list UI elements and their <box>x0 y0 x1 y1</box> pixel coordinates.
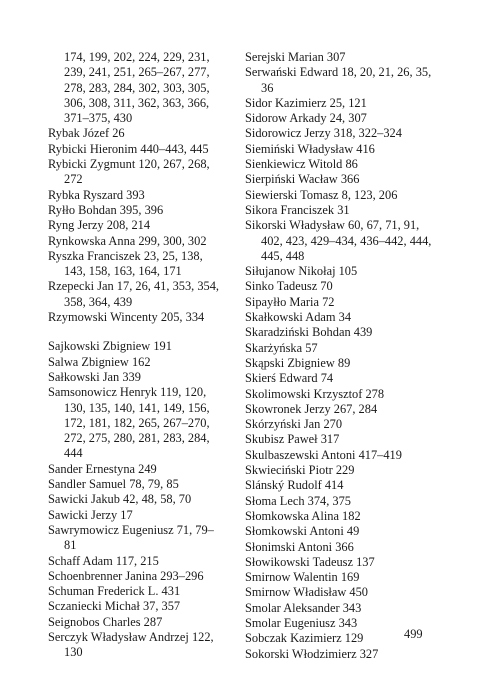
index-entry: Sawicki Jerzy 17 <box>48 507 133 522</box>
index-column-right <box>245 50 435 662</box>
index-entry: Słomkowski Antoni 49 <box>245 524 360 539</box>
index-entry: Sawrymowicz Eugeniusz 71, 79–81 <box>48 522 214 553</box>
index-entry: Smolar Aleksander 343 <box>245 600 362 615</box>
index-entry: Skąpski Zbigniew 89 <box>245 355 351 370</box>
index-entry: Sienkiewicz Witold 86 <box>245 157 358 172</box>
index-entry: Serczyk Władysław Andrzej 122, 130 <box>48 629 214 660</box>
index-entry: Smirnow Władisław 450 <box>245 585 368 600</box>
index-entry: Słoma Lech 374, 375 <box>245 493 351 508</box>
index-entry: Schaff Adam 117, 215 <box>48 553 159 568</box>
index-entry: Ryszka Franciszek 23, 25, 138, 143, 158, 163, 164, 171 <box>48 248 203 279</box>
index-entry: Rzepecki Jan 17, 26, 41, 353, 354, 358, 364, 439 <box>48 279 220 309</box>
index-entry: Skubisz Paweł 317 <box>245 432 340 447</box>
index-entry: Sinko Tadeusz 70 <box>245 279 333 294</box>
index-entry: Schoenbrenner Janina 293–296 <box>48 568 204 583</box>
index-entry: Rybicki Zygmunt 120, 267, 268, 272 <box>48 157 210 187</box>
index-entry: Ryng Jerzy 208, 214 <box>48 218 151 233</box>
index-entry: Sikorski Władysław 60, 67, 71, 91, 402, 423, 429–434, 436–442, 444, 445, 448 <box>245 218 432 263</box>
page-number: 499 <box>404 627 423 641</box>
index-entry: Skowronek Jerzy 267, 284 <box>245 401 378 416</box>
index-entry: Rybka Ryszard 393 <box>48 187 145 202</box>
index-entry: Sokorski Włodzimierz 327 <box>245 646 379 661</box>
index-entry: Rybicki Hieronim 440–443, 445 <box>48 141 209 156</box>
index-entry: Rybak Józef 26 <box>48 126 125 141</box>
index-entry: Salwa Zbigniew 162 <box>48 354 151 369</box>
index-entry: Sczaniecki Michał 37, 357 <box>48 599 181 614</box>
index-entry: Rynkowska Anna 299, 300, 302 <box>48 233 207 248</box>
index-entry: Serejski Marian 307 <box>245 50 346 64</box>
index-entry: Sajkowski Zbigniew 191 <box>48 339 172 354</box>
index-entry: Skolimowski Krzysztof 278 <box>245 386 385 401</box>
index-entry: Sobczak Kazimierz 129 <box>245 631 364 646</box>
index-entry: Skałkowski Adam 34 <box>245 310 352 325</box>
index-entry: Samsonowicz Henryk 119, 120, 130, 135, 140, 141, 149, 156, 172, 181, 182, 265, 267–270, 272, 275, 280, 281, 283, 284, 444 <box>48 385 210 461</box>
index-entry: Sidorow Arkady 24, 307 <box>245 111 367 126</box>
index-entry: Sikora Franciszek 31 <box>245 202 350 217</box>
index-entry: Słonimski Antoni 366 <box>245 539 354 554</box>
index-entry: Słomkowska Alina 182 <box>245 508 361 523</box>
index-entry: Skarżyńska 57 <box>245 340 318 355</box>
index-entry: Siłujanow Nikołaj 105 <box>245 264 358 279</box>
index-entry: Sidor Kazimierz 25, 121 <box>245 95 367 110</box>
index-entry: Ryłło Bohdan 395, 396 <box>48 202 164 217</box>
index-entry: Skaradziński Bohdan 439 <box>245 325 373 340</box>
index-entry: Sawicki Jakub 42, 48, 58, 70 <box>48 492 192 507</box>
index-entry: Słowikowski Tadeusz 137 <box>245 554 375 569</box>
index-entry: Sipayłło Maria 72 <box>245 294 335 309</box>
index-entry: Sidorowicz Jerzy 318, 322–324 <box>245 126 402 141</box>
index-entry: Sierpiński Wacław 366 <box>245 172 360 187</box>
index-entry: Schuman Frederick L. 431 <box>48 584 181 599</box>
index-entry: Siemiński Władysław 416 <box>245 141 375 156</box>
index-entry: Skwieciński Piotr 229 <box>245 463 355 478</box>
index-entry: Seignobos Charles 287 <box>48 614 163 629</box>
index-entry: Serwański Edward 18, 20, 21, 26, 35, 36 <box>245 65 432 95</box>
index-entry-continuation: 174, 199, 202, 224, 229, 231, 239, 241, 251, 265–267, 277, 278, 283, 284, 302, 303, 305, 306, 308, 311, 362, 363, 366, 371–375, 430 <box>64 50 210 126</box>
index-entry: Sander Ernestyna 249 <box>48 461 157 476</box>
index-entry: Rzymowski Wincenty 205, 334 <box>48 310 205 325</box>
index-entry: Skierś Edward 74 <box>245 371 334 386</box>
index-column-left <box>48 50 224 661</box>
index-entry: Sałkowski Jan 339 <box>48 369 141 384</box>
index-entry: Sandler Samuel 78, 79, 85 <box>48 477 179 492</box>
index-entry: Smirnow Walentin 169 <box>245 570 360 585</box>
index-entry: Smolar Eugeniusz 343 <box>245 615 358 630</box>
index-entry: Skórzyński Jan 270 <box>245 417 343 432</box>
index-entry: Skulbaszewski Antoni 417–419 <box>245 447 402 462</box>
index-entry: Slánský Rudolf 414 <box>245 478 344 493</box>
letter-section-gap <box>48 325 224 339</box>
index-entry: Siewierski Tomasz 8, 123, 206 <box>245 187 398 202</box>
